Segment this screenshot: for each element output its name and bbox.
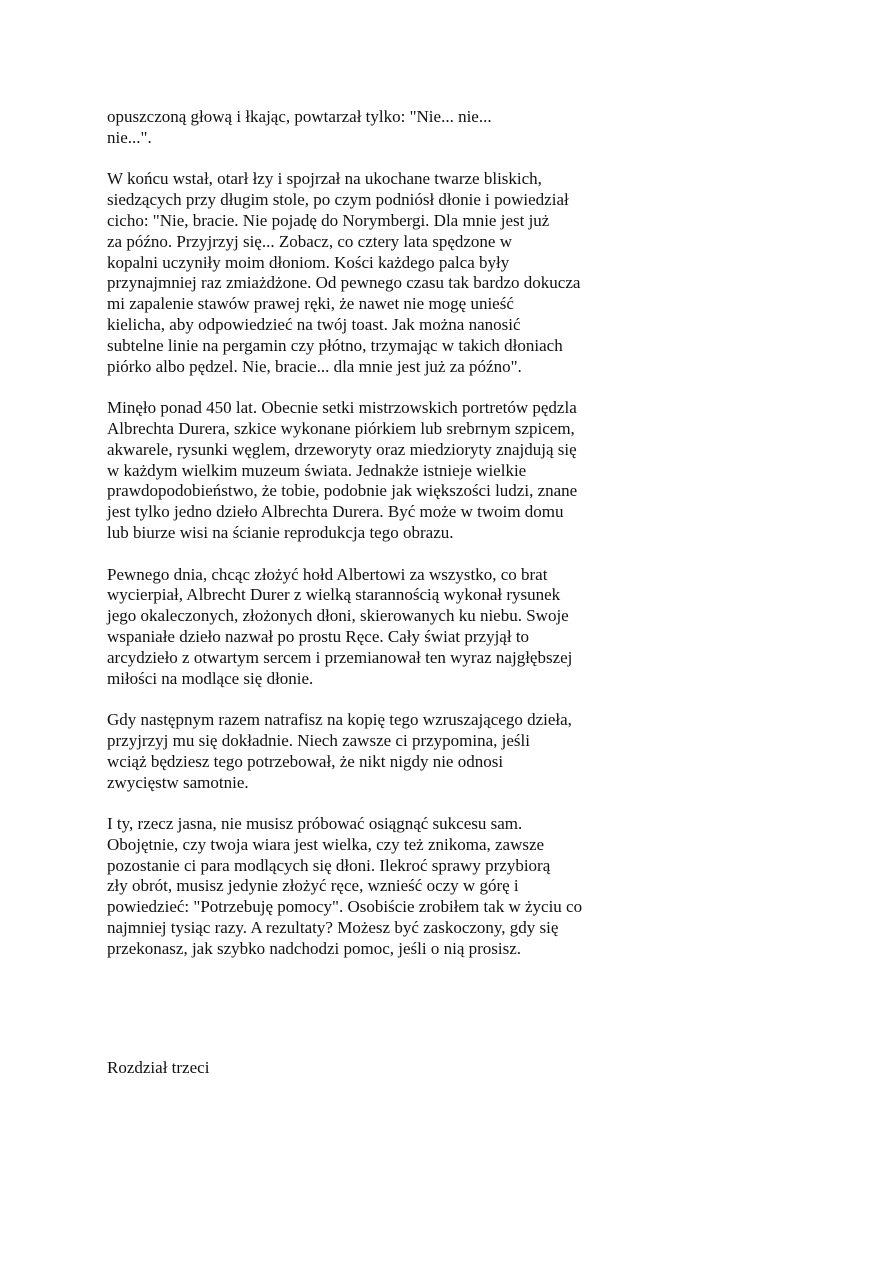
text-line: W końcu wstał, otarł łzy i spojrzał na ukochane twarze bliskich, — [107, 169, 542, 189]
text-line: akwarele, rysunki węglem, drzeworyty oraz miedzioryty znajdują się — [107, 439, 577, 459]
text-line: najmniej tysiąc razy. A rezultaty? Możesz być zaskoczony, gdy się — [107, 918, 559, 938]
text-line: powiedzieć: "Potrzebuję pomocy". Osobiście zrobiłem tak w życiu co — [107, 897, 583, 917]
text-line: Gdy następnym razem natrafisz na kopię tego wzruszającego dzieła, — [107, 710, 572, 730]
text-line: przekonasz, jak szybko nadchodzi pomoc, jeśli o nią prosisz. — [107, 938, 522, 958]
text-line: przyjrzyj mu się dokładnie. Niech zawsze ci przypomina, jeśli — [107, 730, 530, 750]
text-line: kielicha, aby odpowiedzieć na twój toast. Jak można nanosić — [107, 314, 521, 334]
text-line: wycierpiał, Albrecht Durer z wielką starannością wykonał rysunek — [107, 585, 561, 605]
paragraph — [107, 398, 627, 544]
paragraph — [107, 565, 627, 690]
text-line: przynajmniej raz zmiażdżone. Od pewnego czasu tak bardzo dokucza — [107, 273, 581, 293]
text-line: cicho: "Nie, bracie. Nie pojadę do Norymbergi. Dla mnie jest już — [107, 210, 550, 230]
text-line: Minęło ponad 450 lat. Obecnie setki mistrzowskich portretów pędzla — [107, 398, 577, 418]
chapter-heading: Rozdział trzeci — [107, 1058, 210, 1077]
text-line: za późno. Przyjrzyj się... Zobacz, co cztery lata spędzone w — [107, 231, 512, 251]
text-line: I ty, rzecz jasna, nie musisz próbować osiągnąć sukcesu sam. — [107, 814, 523, 834]
text-line: prawdopodobieństwo, że tobie, podobnie jak większości ludzi, znane — [107, 481, 578, 501]
text-line: jego okaleczonych, złożonych dłoni, skierowanych ku niebu. Swoje — [107, 606, 569, 626]
text-line: piórko albo pędzel. Nie, bracie... dla mnie jest już za późno". — [107, 356, 522, 376]
text-line: siedzących przy długim stole, po czym podniósł dłonie i powiedział — [107, 190, 569, 210]
text-line: Pewnego dnia, chcąc złożyć hołd Albertowi za wszystko, co brat — [107, 564, 548, 584]
text-line: w każdym wielkim muzeum świata. Jednakże istnieje wielkie — [107, 460, 527, 480]
text-line: wciąż będziesz tego potrzebował, że nikt nigdy nie odnosi — [107, 751, 504, 771]
text-line: Albrechta Durera, szkice wykonane piórkiem lub srebrnym szpicem, — [107, 418, 575, 438]
text-line: nie...". — [107, 127, 152, 147]
text-line: miłości na modlące się dłonie. — [107, 668, 314, 688]
text-line: subtelne linie na pergamin czy płótno, trzymając w takich dłoniach — [107, 335, 563, 355]
paragraph — [107, 169, 627, 377]
body-text — [107, 107, 627, 980]
text-line: mi zapalenie stawów prawej ręki, że nawet nie mogę unieść — [107, 294, 514, 314]
text-line: arcydzieło z otwartym sercem i przemianował ten wyraz najgłębszej — [107, 647, 573, 667]
paragraph — [107, 710, 627, 793]
text-line: Obojętnie, czy twoja wiara jest wielka, czy też znikoma, zawsze — [107, 834, 545, 854]
text-line: wspaniałe dzieło nazwał po prostu Ręce. Cały świat przyjął to — [107, 626, 530, 646]
paragraph — [107, 107, 627, 149]
text-line: zwycięstw samotnie. — [107, 772, 249, 792]
text-line: lub biurze wisi na ścianie reprodukcja tego obrazu. — [107, 522, 454, 542]
text-line: kopalni uczyniły moim dłoniom. Kości każdego palca były — [107, 252, 510, 272]
paragraph — [107, 814, 627, 960]
text-line: opuszczoną głową i łkając, powtarzał tylko: "Nie... nie... — [107, 107, 492, 126]
text-line: jest tylko jedno dzieło Albrechta Durera. Być może w twoim domu — [107, 502, 564, 522]
text-line: pozostanie ci para modlących się dłoni. Ilekroć sprawy przybiorą — [107, 855, 551, 875]
text-line: zły obrót, musisz jedynie złożyć ręce, wznieść oczy w górę i — [107, 876, 519, 896]
